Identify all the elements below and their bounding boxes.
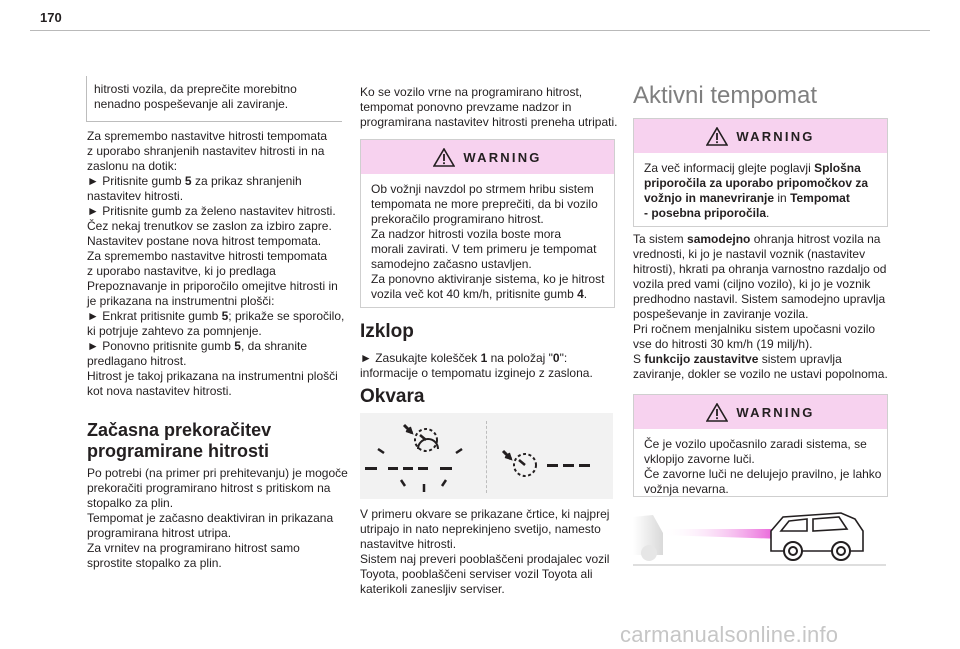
- active-cruise-car-illustration: [633, 505, 886, 567]
- text-line: S funkcijo zaustavitve sistem upravlja: [633, 352, 842, 366]
- text-line: programirana hitrost utripa.: [87, 526, 232, 540]
- text-line: Prepoznavanje in priporočilo omejitve hitrosti in: [87, 279, 338, 293]
- text-line: vožnja nevarna.: [644, 482, 729, 496]
- warning-title: WARNING: [736, 128, 815, 144]
- text-line: vozila več kot 40 km/h, pritisnite gumb 4.: [371, 287, 588, 301]
- text-line: ► Ponovno pritisnite gumb 5, da shranite: [87, 339, 308, 353]
- illustration-divider: [486, 421, 488, 493]
- warning-header: [634, 119, 887, 153]
- warning-header: [361, 140, 614, 174]
- warning-body: [361, 174, 614, 310]
- text-line: - posebna priporočila.: [644, 206, 770, 220]
- speed-setting-paragraph: [87, 129, 344, 399]
- text-line: Za spremembo nastavitve hitrosti tempomata: [87, 129, 328, 143]
- text-line: tempomata ne more preprečiti, da bi vozilo: [371, 197, 598, 211]
- text-line: hitrosti), hkrati pa ohranja varnostno razdaljo od: [633, 262, 887, 276]
- text-line: ► Zasukajte kolešček 1 na položaj "0":: [360, 351, 568, 365]
- section-heading-temporary-exceed: [87, 420, 271, 462]
- text-line: Če je vozilo upočasnilo zaradi sistema, se: [644, 437, 867, 451]
- page-number: 170: [40, 10, 62, 25]
- text-line: stopalko za plin.: [87, 496, 174, 510]
- warning-title: WARNING: [736, 404, 815, 420]
- text-line: prekoračiti programirano hitrost s pritiskom na: [87, 481, 331, 495]
- text-line: kot nova nastavitev hitrosti.: [87, 384, 232, 398]
- text-line: V primeru okvare se prikazane črtice, ki najprej: [360, 507, 610, 521]
- text-line: priporočila za uporabo pripomočkov za: [644, 176, 869, 190]
- warning-box-downhill: [360, 139, 615, 308]
- text-line: zaviranje, dokler se vozilo ne ustavi popolnoma.: [633, 367, 888, 381]
- text-line: Ta sistem samodejno ohranja hitrost vozila na: [633, 232, 881, 246]
- temporary-exceed-paragraph: [87, 466, 348, 571]
- heading-line: programirane hitrosti: [87, 441, 270, 461]
- text-line: z uporabo shranjenih nastavitev hitrosti in na: [87, 144, 325, 158]
- cruise-fault-illustration: [360, 413, 613, 499]
- text-line: programirana nastavitev hitrosti preneha utripati.: [360, 115, 618, 129]
- text-line: Toyota, pooblaščeni serviser vozil Toyota ali: [360, 567, 593, 581]
- text-line: tempomat ponovno prevzame nadzor in: [360, 100, 572, 114]
- text-line: vozila pred vami (ciljno vozilo), ki jo je voznik: [633, 277, 871, 291]
- text-line: je prikazana na instrumentni plošči:: [87, 294, 275, 308]
- text-line: nastavitev hitrosti.: [87, 189, 184, 203]
- text-line: Za ponovno aktiviranje sistema, ko je hitrost: [371, 272, 605, 286]
- text-line: Čez nekaj trenutkov se zaslon za izbiro zapre.: [87, 219, 332, 233]
- text-line: predhodno nastavil. Sistem samodejno upravlja: [633, 292, 886, 306]
- warning-triangle-icon: [706, 403, 728, 422]
- active-cruise-paragraph: [633, 232, 888, 382]
- text-line: ► Enkrat pritisnite gumb 5; prikaže se sporočilo,: [87, 309, 345, 323]
- top-rule: [30, 30, 930, 31]
- text-line: Ko se vozilo vrne na programirano hitrost,: [360, 85, 583, 99]
- text-line: ► Pritisnite gumb 5 za prikaz shranjenih: [87, 174, 302, 188]
- text-line: pospeševanje in zaviranje vozila.: [633, 307, 809, 321]
- watermark: carmanualsonline.info: [620, 622, 839, 647]
- text-line: Za več informacij glejte poglavji Splošna: [644, 161, 861, 175]
- resume-paragraph: [360, 85, 617, 130]
- text-line: Za vrnitev na programirano hitrost samo: [87, 541, 300, 555]
- text-line: z uporabo nastavitve, ki jo predlaga: [87, 264, 276, 278]
- warning-box-info: [633, 118, 888, 227]
- text-line: informacije o tempomatu izginejo z zaslona.: [360, 366, 593, 380]
- text-line: katerikoli zanesljiv serviser.: [360, 582, 505, 596]
- text-line: nenadno pospeševanje ali zaviranje.: [94, 97, 289, 111]
- text-line: samodejno začasno ustavljen.: [371, 257, 532, 271]
- box-border-left: [86, 76, 87, 122]
- text-line: Ob vožnji navzdol po strmem hribu sistem: [371, 182, 594, 196]
- text-line: zaslonu na dotik:: [87, 159, 178, 173]
- box-border-bottom: [86, 121, 342, 122]
- okvara-paragraph: [360, 507, 609, 597]
- text-line: vklopijo zavorne luči.: [644, 452, 755, 466]
- warning-body: [634, 153, 887, 229]
- warning-body: [634, 429, 887, 505]
- text-line: Nastavitev postane nova hitrost tempomata.: [87, 234, 322, 248]
- warning-box-brake-lights: [633, 394, 888, 497]
- text-line: vse do hitrosti 30 km/h (19 milj/h).: [633, 337, 813, 351]
- text-line: morali zavirati. V tem primeru je tempomat: [371, 242, 597, 256]
- text-line: hitrosti vozila, da preprečite morebitno: [94, 82, 297, 96]
- text-line: Hitrost je takoj prikazana na instrumentni plošči: [87, 369, 338, 383]
- warning-title: WARNING: [463, 149, 542, 165]
- text-line: sprostite stopalko za plin.: [87, 556, 222, 570]
- car-following-icon: [633, 505, 886, 567]
- continued-box-text: [94, 82, 297, 112]
- text-line: nastavitve hitrosti.: [360, 537, 457, 551]
- warning-triangle-icon: [706, 127, 728, 146]
- heading-line: Začasna prekoračitev: [87, 420, 272, 440]
- text-line: ki potrjuje zahtevo za pomnjenje.: [87, 324, 262, 338]
- izklop-paragraph: [360, 351, 593, 381]
- text-line: Za spremembo nastavitve hitrosti tempomata: [87, 249, 328, 263]
- text-line: ► Pritisnite gumb za želeno nastavitev hitrosti.: [87, 204, 336, 218]
- text-line: Tempomat je začasno deaktiviran in prikazana: [87, 511, 334, 525]
- warning-triangle-icon: [433, 148, 455, 167]
- speedometer-steady-dashes-icon: [495, 413, 613, 499]
- text-line: vrednosti, ki jo je nastavil voznik (nastavitev: [633, 247, 866, 261]
- warning-header: [634, 395, 887, 429]
- section-heading-izklop: Izklop: [360, 321, 414, 342]
- text-line: utripajo in nato neprekinjeno svetijo, namesto: [360, 522, 601, 536]
- text-line: Po potrebi (na primer pri prehitevanju) je mogoče: [87, 466, 348, 480]
- text-line: predlagano hitrost.: [87, 354, 187, 368]
- text-line: Sistem naj preveri pooblaščeni prodajalec vozil: [360, 552, 610, 566]
- text-line: prekoračilo programirano hitrost.: [371, 212, 544, 226]
- section-title-active-cruise: Aktivni tempomat: [633, 82, 818, 109]
- text-line: vožnjo in manevriranje in Tempomat: [644, 191, 850, 205]
- text-line: Pri ročnem menjalniku sistem upočasni vozilo: [633, 322, 876, 336]
- section-heading-okvara: Okvara: [360, 386, 425, 407]
- text-line: Za nadzor hitrosti vozila boste mora: [371, 227, 562, 241]
- text-line: Če zavorne luči ne delujejo pravilno, je lahko: [644, 467, 882, 481]
